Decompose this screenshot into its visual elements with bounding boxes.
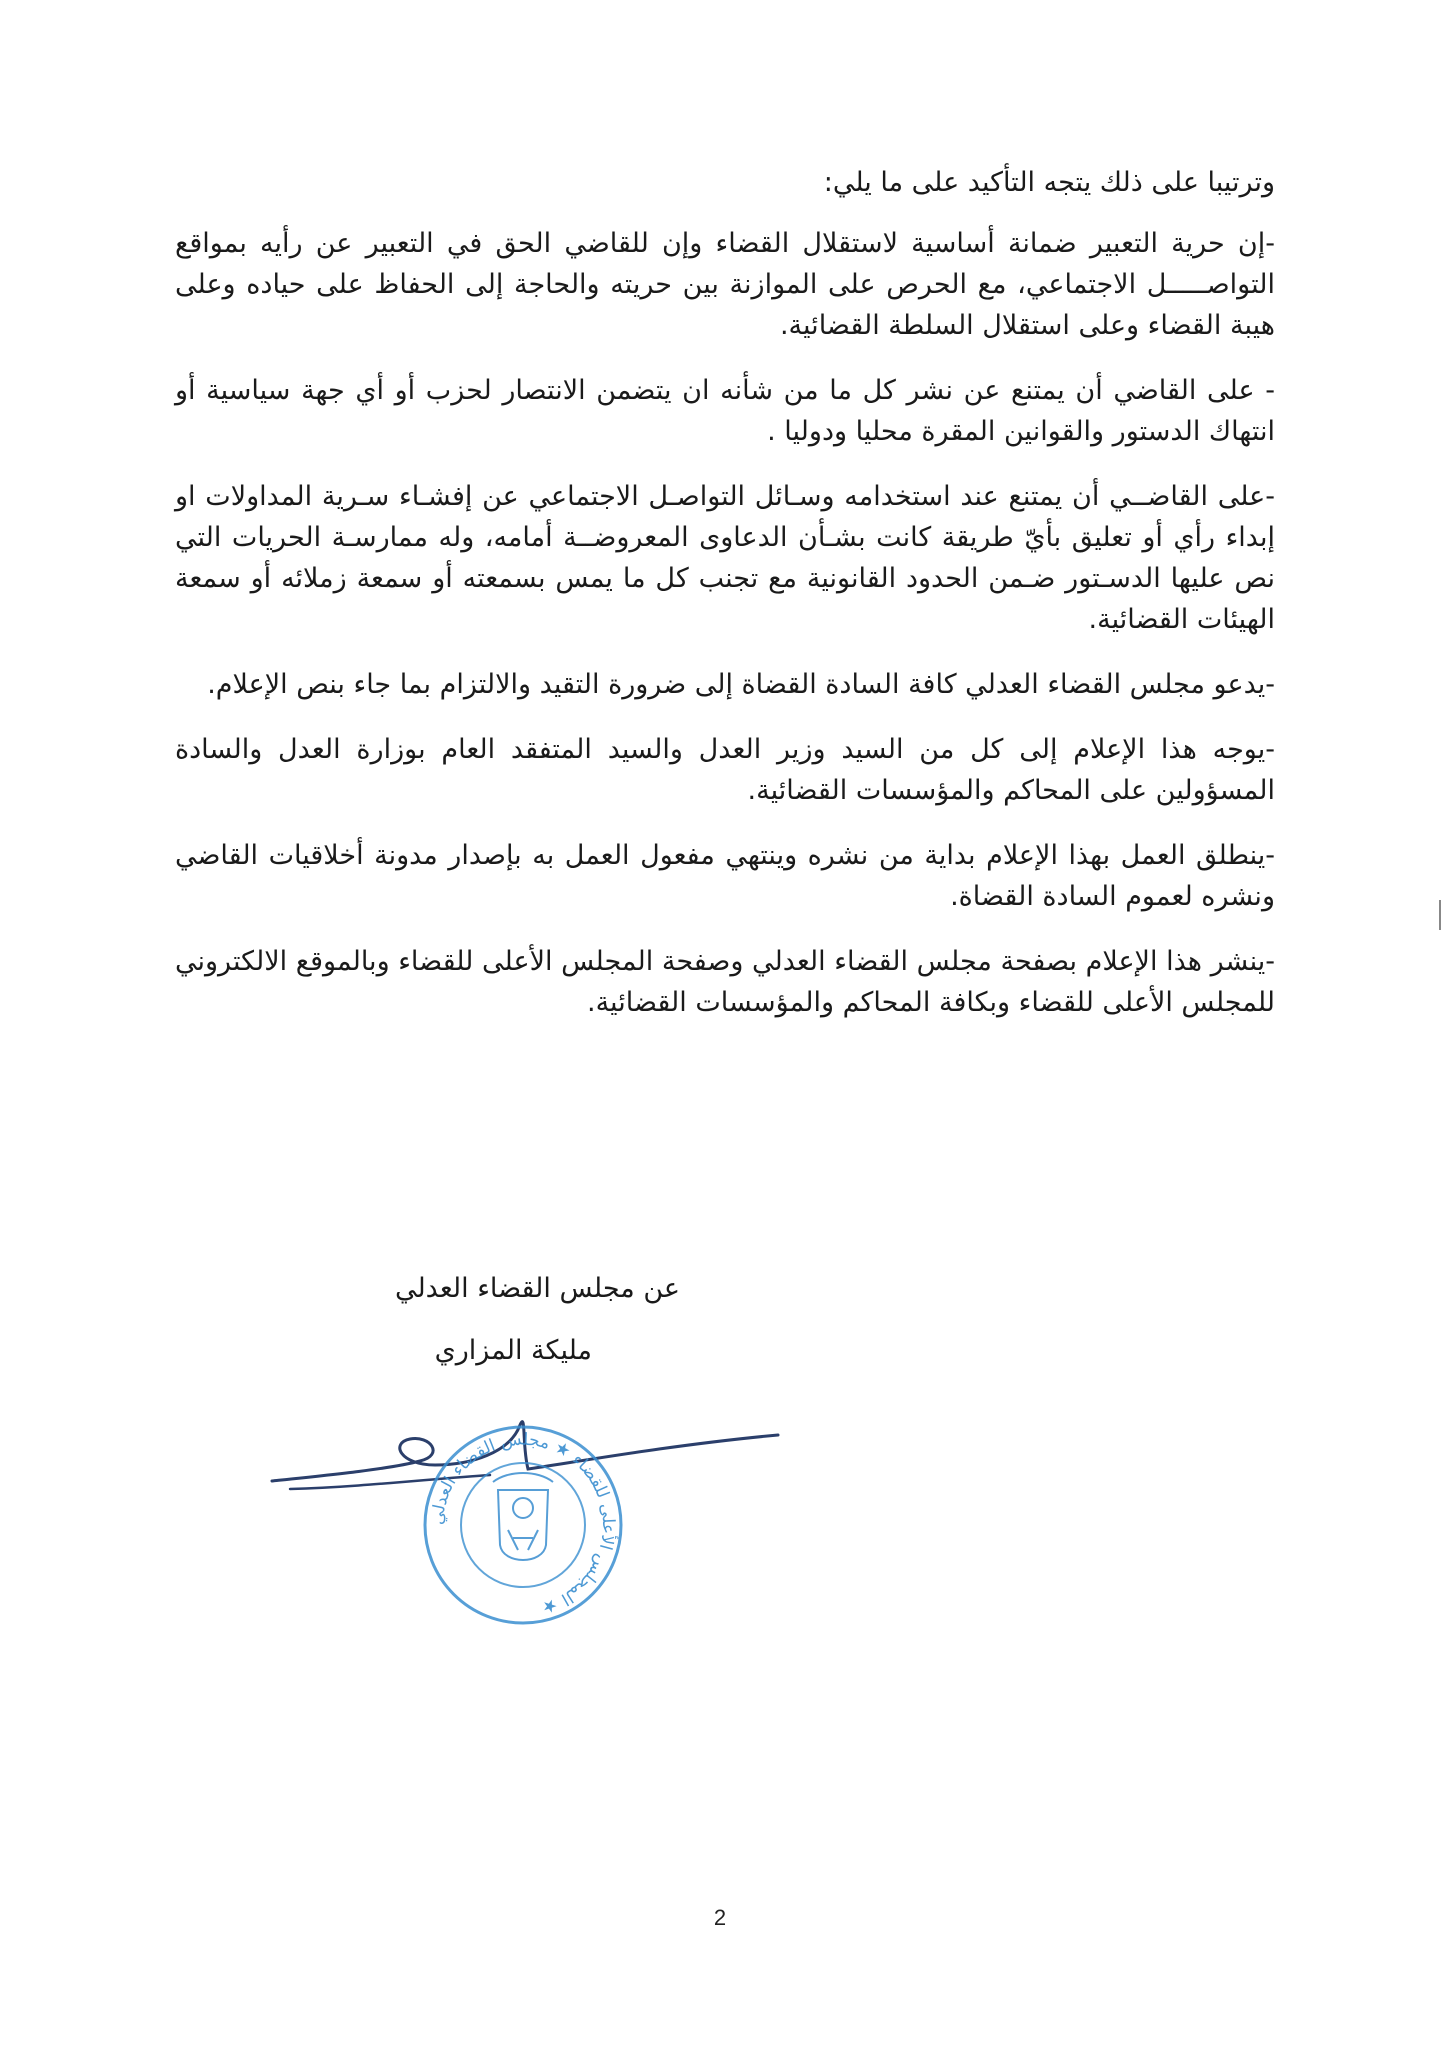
official-stamp [418, 1420, 628, 1630]
paragraph-effective-period: -ينطلق العمل بهذا الإعلام بداية من نشره وينتهي مفعول العمل به بإصدار مدونة أخلاقيات القاضي ونشره لعموم السادة القضاة. [175, 840, 1275, 912]
paragraph-distribution: -يوجه هذا الإعلام إلى كل من السيد وزير العدل والسيد المتفقد العام بوزارة العدل والسادة المسؤولين على المحاكم والمؤسسات القضائية. [175, 734, 1275, 806]
document-body [175, 162, 1275, 1047]
svg-text:المجلس الأعلى للقضاء ★ مجلس ال [428, 1429, 619, 1617]
signatory-name: مليكة المزاري [434, 1335, 592, 1366]
paragraph-freedom-of-expression: -إن حرية التعبير ضمانة أساسية لاستقلال القضاء وإن للقاضي الحق في التعبير عن رأيه بمواقع التواصـــــل الاجتماعي، مع الحرص على الموازنة بين حريته والحاجة إلى الحفاظ على حياده وعلى هيبة القضاء وعلى استقلال السلطة القضائية. [175, 228, 1275, 341]
scan-edge-mark [1438, 900, 1442, 930]
paragraph-publication: -ينشر هذا الإعلام بصفحة مجلس القضاء العدلي وصفحة المجلس الأعلى للقضاء وبالموقع الالكتروني للمجلس الأعلى للقضاء وبكافة المحاكم والمؤسسات القضائية. [175, 946, 1275, 1018]
stamp-text: المجلس الأعلى للقضاء ★ مجلس القضاء العدلي ★ [427, 1429, 619, 1618]
paragraph-compliance-call: -يدعو مجلس القضاء العدلي كافة السادة القضاة إلى ضرورة التقيد والالتزام بما جاء بنص الإعلام. [207, 669, 1275, 700]
paragraph-political-neutrality: - على القاضي أن يمتنع عن نشر كل ما من شأنه ان يتضمن الانتصار لحزب أو أي جهة سياسية أو انتهاك الدستور والقوانين المقرة محليا ودوليا . [175, 375, 1275, 447]
page-number: 2 [713, 1905, 727, 1930]
emblem-icon [493, 1473, 553, 1560]
intro-line: وترتيبا على ذلك يتجه التأكيد على ما يلي: [823, 167, 1275, 198]
signature-on-behalf: عن مجلس القضاء العدلي [394, 1273, 680, 1304]
paragraph-confidentiality: -على القاضــي أن يمتنع عند استخدامه وسـائل التواصـل الاجتماعي عن إفشـاء سـرية المداولات او إبداء رأي أو تعليق بأيّ طريقة كانت بشـأن الدعاوى المعروضــة أمامه، وله ممارسـة الحريات التي نص عليها الدسـتور ضـمن الحدود القانونية مع تجنب كل ما يمس بسمعته أو سمعة زملائه أو سمعة الهيئات القضائية. [175, 481, 1275, 635]
